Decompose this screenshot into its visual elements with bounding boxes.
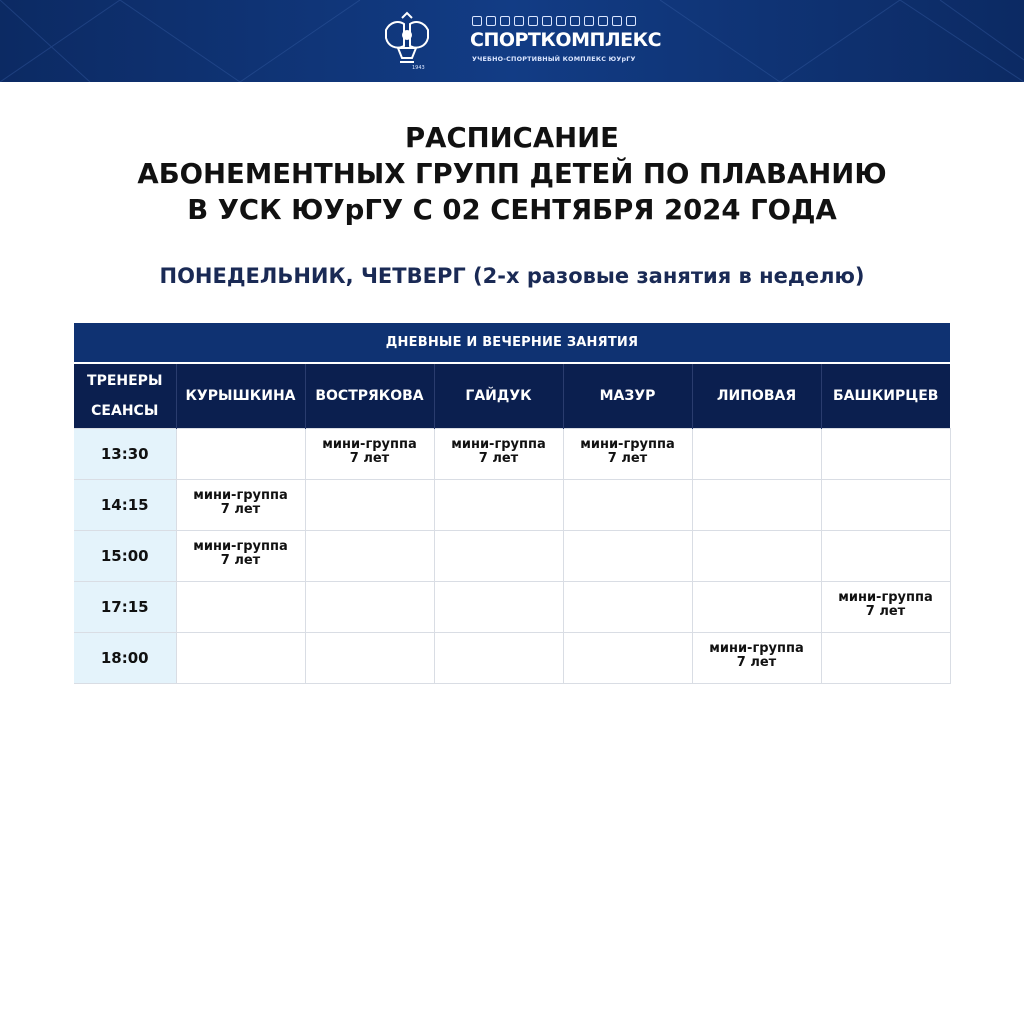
schedule-table [74, 323, 951, 684]
group-label: мини-группа 7 лет [709, 640, 804, 670]
session-time: 13:30 [74, 428, 176, 479]
schedule-cell [692, 632, 821, 683]
schedule-days [0, 264, 1024, 288]
schedule-cell [305, 428, 434, 479]
schedule-cell [692, 428, 821, 479]
session-time: 14:15 [74, 479, 176, 530]
coach-header-row [74, 363, 950, 428]
schedule-cell [563, 479, 692, 530]
group-label: мини-группа 7 лет [193, 538, 288, 568]
emblem-icon [376, 10, 438, 72]
schedule-cell [305, 479, 434, 530]
header-banner [0, 0, 1024, 82]
schedule-cell [176, 530, 305, 581]
schedule-cell [434, 632, 563, 683]
schedule-cell [821, 530, 950, 581]
page-title [0, 120, 1024, 228]
schedule-cell [434, 581, 563, 632]
schedule-cell [305, 632, 434, 683]
title-line-2: АБОНЕМЕНТНЫХ ГРУПП ДЕТЕЙ ПО ПЛАВАНИЮ [137, 158, 887, 190]
schedule-cell [434, 428, 563, 479]
schedule-cell [176, 428, 305, 479]
group-label: мини-группа 7 лет [838, 589, 933, 619]
logo-title: СПОРТКОМПЛЕКС [470, 29, 662, 51]
schedule-cell [434, 530, 563, 581]
coach-header: МАЗУР [563, 363, 692, 428]
schedule-cell [563, 428, 692, 479]
title-line-1: РАСПИСАНИЕ [405, 122, 619, 154]
corner-sessions-label: СЕАНСЫ [91, 402, 159, 419]
schedule-cell [563, 632, 692, 683]
schedule-body [74, 428, 950, 683]
table-row [74, 530, 950, 581]
group-label: мини-группа 7 лет [451, 436, 546, 466]
schedule-cell [305, 530, 434, 581]
coach-header: БАШКИРЦЕВ [821, 363, 950, 428]
schedule-cell [176, 581, 305, 632]
group-label: мини-группа 7 лет [322, 436, 417, 466]
schedule-cell [176, 632, 305, 683]
schedule-cell [821, 479, 950, 530]
table-row [74, 581, 950, 632]
schedule-cell [305, 581, 434, 632]
days-label: ПОНЕДЕЛЬНИК, ЧЕТВЕРГ [159, 264, 466, 288]
coach-header: ГАЙДУК [434, 363, 563, 428]
schedule-cell [692, 530, 821, 581]
corner-header [74, 363, 176, 428]
session-time: 18:00 [74, 632, 176, 683]
coach-header: ВОСТРЯКОВА [305, 363, 434, 428]
logo [376, 10, 666, 72]
schedule-cell [563, 530, 692, 581]
coach-header: КУРЫШКИНА [176, 363, 305, 428]
section-band: ДНЕВНЫЕ И ВЕЧЕРНИЕ ЗАНЯТИЯ [74, 323, 950, 363]
table-row [74, 632, 950, 683]
session-time: 17:15 [74, 581, 176, 632]
corner-coaches-label: ТРЕНЕРЫ [87, 372, 163, 389]
session-time: 15:00 [74, 530, 176, 581]
table-row [74, 428, 950, 479]
schedule-cell [692, 479, 821, 530]
group-label: мини-группа 7 лет [580, 436, 675, 466]
logo-sport-icons [472, 16, 636, 26]
schedule-cell [563, 581, 692, 632]
coach-header: ЛИПОВАЯ [692, 363, 821, 428]
logo-year: 1943 [412, 65, 425, 71]
frequency-note: (2-х разовые занятия в неделю) [473, 264, 865, 288]
logo-subtitle: УЧЕБНО-СПОРТИВНЫЙ КОМПЛЕКС ЮУрГУ [472, 55, 636, 63]
schedule-cell [176, 479, 305, 530]
schedule-cell [434, 479, 563, 530]
title-line-3: В УСК ЮУрГУ С 02 СЕНТЯБРЯ 2024 ГОДА [187, 194, 837, 226]
schedule-cell [821, 632, 950, 683]
group-label: мини-группа 7 лет [193, 487, 288, 517]
schedule-cell [821, 428, 950, 479]
table-row [74, 479, 950, 530]
schedule-cell [692, 581, 821, 632]
schedule-cell [821, 581, 950, 632]
